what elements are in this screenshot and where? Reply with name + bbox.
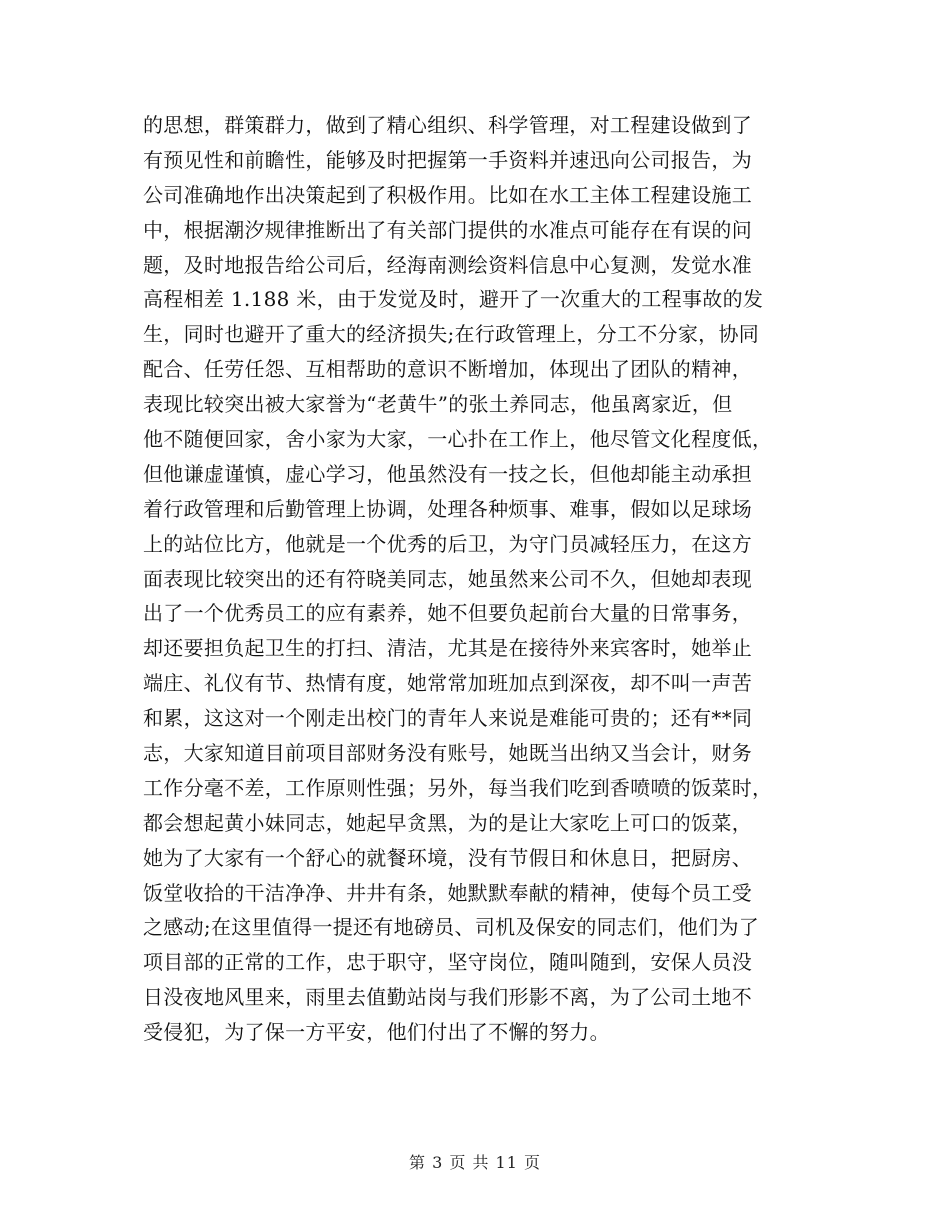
text-line: 题，及时地报告给公司后，经海南测绘资料信息中心复测，发觉水准 [143,252,752,277]
text-line: 却还要担负起卫生的打扫、清洁，尤其是在接待外来宾客时，她举止 [143,636,752,661]
text-line: 公司准确地作出决策起到了积极作用。比如在水工主体工程建设施工 [143,182,752,207]
body-text [143,108,813,1050]
text-line: 日没夜地风里来，雨里去值勤站岗与我们形影不离，为了公司土地不 [143,985,752,1010]
text-line: 上的站位比方，他就是一个优秀的后卫，为守门员减轻压力，在这方 [143,531,752,556]
text-line: 有预见性和前瞻性，能够及时把握第一手资料并速迅向公司报告，为 [143,147,752,172]
text-line: 志，大家知道目前项目部财务没有账号，她既当出纳又当会计，财务 [143,741,752,766]
text-line: 项目部的正常的工作，忠于职守，坚守岗位，随叫随到，安保人员没 [143,950,752,975]
text-line: 他不随便回家，舍小家为大家，一心扑在工作上，他尽管文化程度低， [143,427,773,452]
page-number-footer: 第 3 页 共 11 页 [409,1153,541,1172]
text-line: 生，同时也避开了重大的经济损失;在行政管理上，分工不分家，协同 [143,322,760,347]
text-line: 中，根据潮汐规律推断出了有关部门提供的水准点可能存在有误的问 [143,217,752,242]
text-line: 出了一个优秀员工的应有素养，她不但要负起前台大量的日常事务， [143,601,752,626]
text-line: 工作分毫不差，工作原则性强；另外，每当我们吃到香喷喷的饭菜时， [143,775,773,800]
text-line: 和累，这这对一个刚走出校门的青年人来说是难能可贵的；还有**同 [143,706,753,731]
text-line: 之感动;在这里值得一提还有地磅员、司机及保安的同志们，他们为了 [143,915,760,940]
text-line: 的思想，群策群力，做到了精心组织、科学管理，对工程建设做到了 [143,113,752,137]
text-line: 都会想起黄小妹同志，她起早贪黑，为的是让大家吃上可口的饭菜， [143,810,752,835]
text-line: 表现比较突出被大家誉为“老黄牛”的张土养同志，他虽离家近，但 [143,392,733,417]
text-line: 她为了大家有一个舒心的就餐环境，没有节假日和休息日，把厨房、 [143,845,752,870]
text-line: 高程相差 1.188 米，由于发觉及时，避开了一次重大的工程事故的发 [143,287,764,312]
text-line: 受侵犯，为了保一方平安，他们付出了不懈的努力。 [143,1020,610,1045]
text-line: 但他谦虚谨慎，虚心学习，他虽然没有一技之长，但他却能主动承担 [143,461,752,486]
text-line: 面表现比较突出的还有符晓美同志，她虽然来公司不久，但她却表现 [143,566,752,591]
text-line: 饭堂收拾的干洁净净、井井有条，她默默奉献的精神，使每个员工受 [143,880,752,905]
text-line: 端庄、礼仪有节、热情有度，她常常加班加点到深夜，却不叫一声苦 [143,671,752,696]
text-line: 着行政管理和后勤管理上协调，处理各种烦事、难事，假如以足球场 [143,496,752,521]
text-line: 配合、任劳任怨、互相帮助的意识不断增加，体现出了团队的精神， [143,357,752,382]
